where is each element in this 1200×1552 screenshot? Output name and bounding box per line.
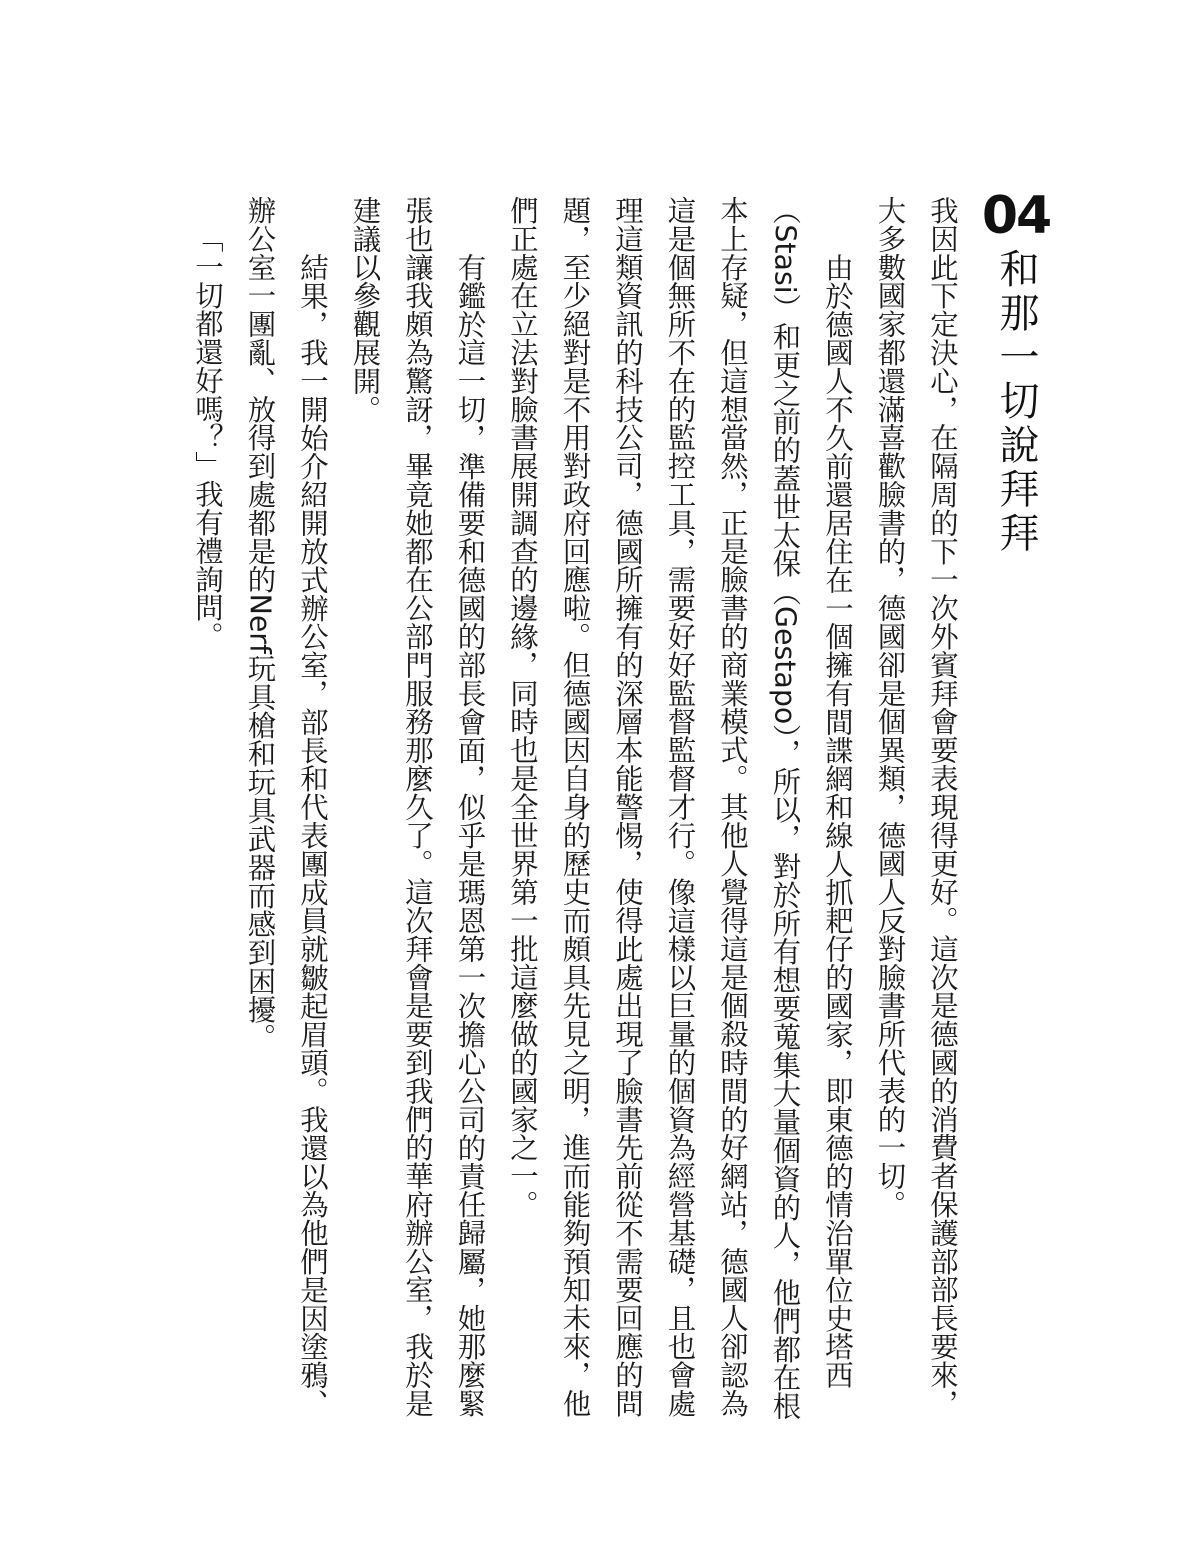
paragraph: 我因此下定決心，在隔周的下一次外賓拜會要表現得更好。這次是德國的消費者保護部部長要來，大多數國家都還滿喜歡臉書的，德國卻是個異類，德國人反對臉書所代表的一切。 bbox=[873, 196, 959, 1418]
body-text bbox=[181, 196, 969, 1436]
chapter-heading bbox=[976, 186, 1056, 556]
paragraph: 由於德國人不久前還居住在一個擁有間諜網和線人抓耙仔的國家，即東德的情治單位史塔西（Stasi）和更之前的蓋世太保（Gestapo），所以，對於所有想要蒐集大量個資的人，他們都在根本上存疑，但這想當然，正是臉書的商業模式。其他人覺得這是個殺時間的好網站，德國人卻認為這是個無所不在的監控工具，需要好好監督監督才行。像這樣以巨量的個資為經營基礎，且也會處理這類資訊的科技公司，德國所擁有的深層本能警惕，使得此處出現了臉書先前從不需要回應的問題，至少絕對是不用對政府回應啦。但德國因自身的歷史而頗具先見之明，進而能夠預知未來，他們正處在立法對臉書展開調查的邊緣，同時也是全世界第一批這麼做的國家之一。 bbox=[506, 196, 854, 1421]
paragraph: 「一切都還好嗎？」我有禮詢問。 bbox=[191, 224, 224, 651]
chapter-number: 04 bbox=[981, 186, 1051, 246]
chapter-title: 和那一切說拜拜 bbox=[993, 248, 1039, 556]
paragraph: 結果，我一開始介紹開放式辦公室，部長和代表團成員就皺起眉頭。我還以為他們是因塗鴉、辦公室一團亂、放得到處都是的Nerf玩具槍和玩具武器而感到困擾。 bbox=[243, 196, 329, 1418]
paragraph: 有鑑於這一切，準備要和德國的部長會面，似乎是瑪恩第一次擔心公司的責任歸屬，她那麼緊張也讓我頗為驚訝，畢竟她都在公部門服務那麼久了。這次拜會是要到我們的華府辦公室，我於是建議以參觀展開。 bbox=[348, 196, 487, 1418]
